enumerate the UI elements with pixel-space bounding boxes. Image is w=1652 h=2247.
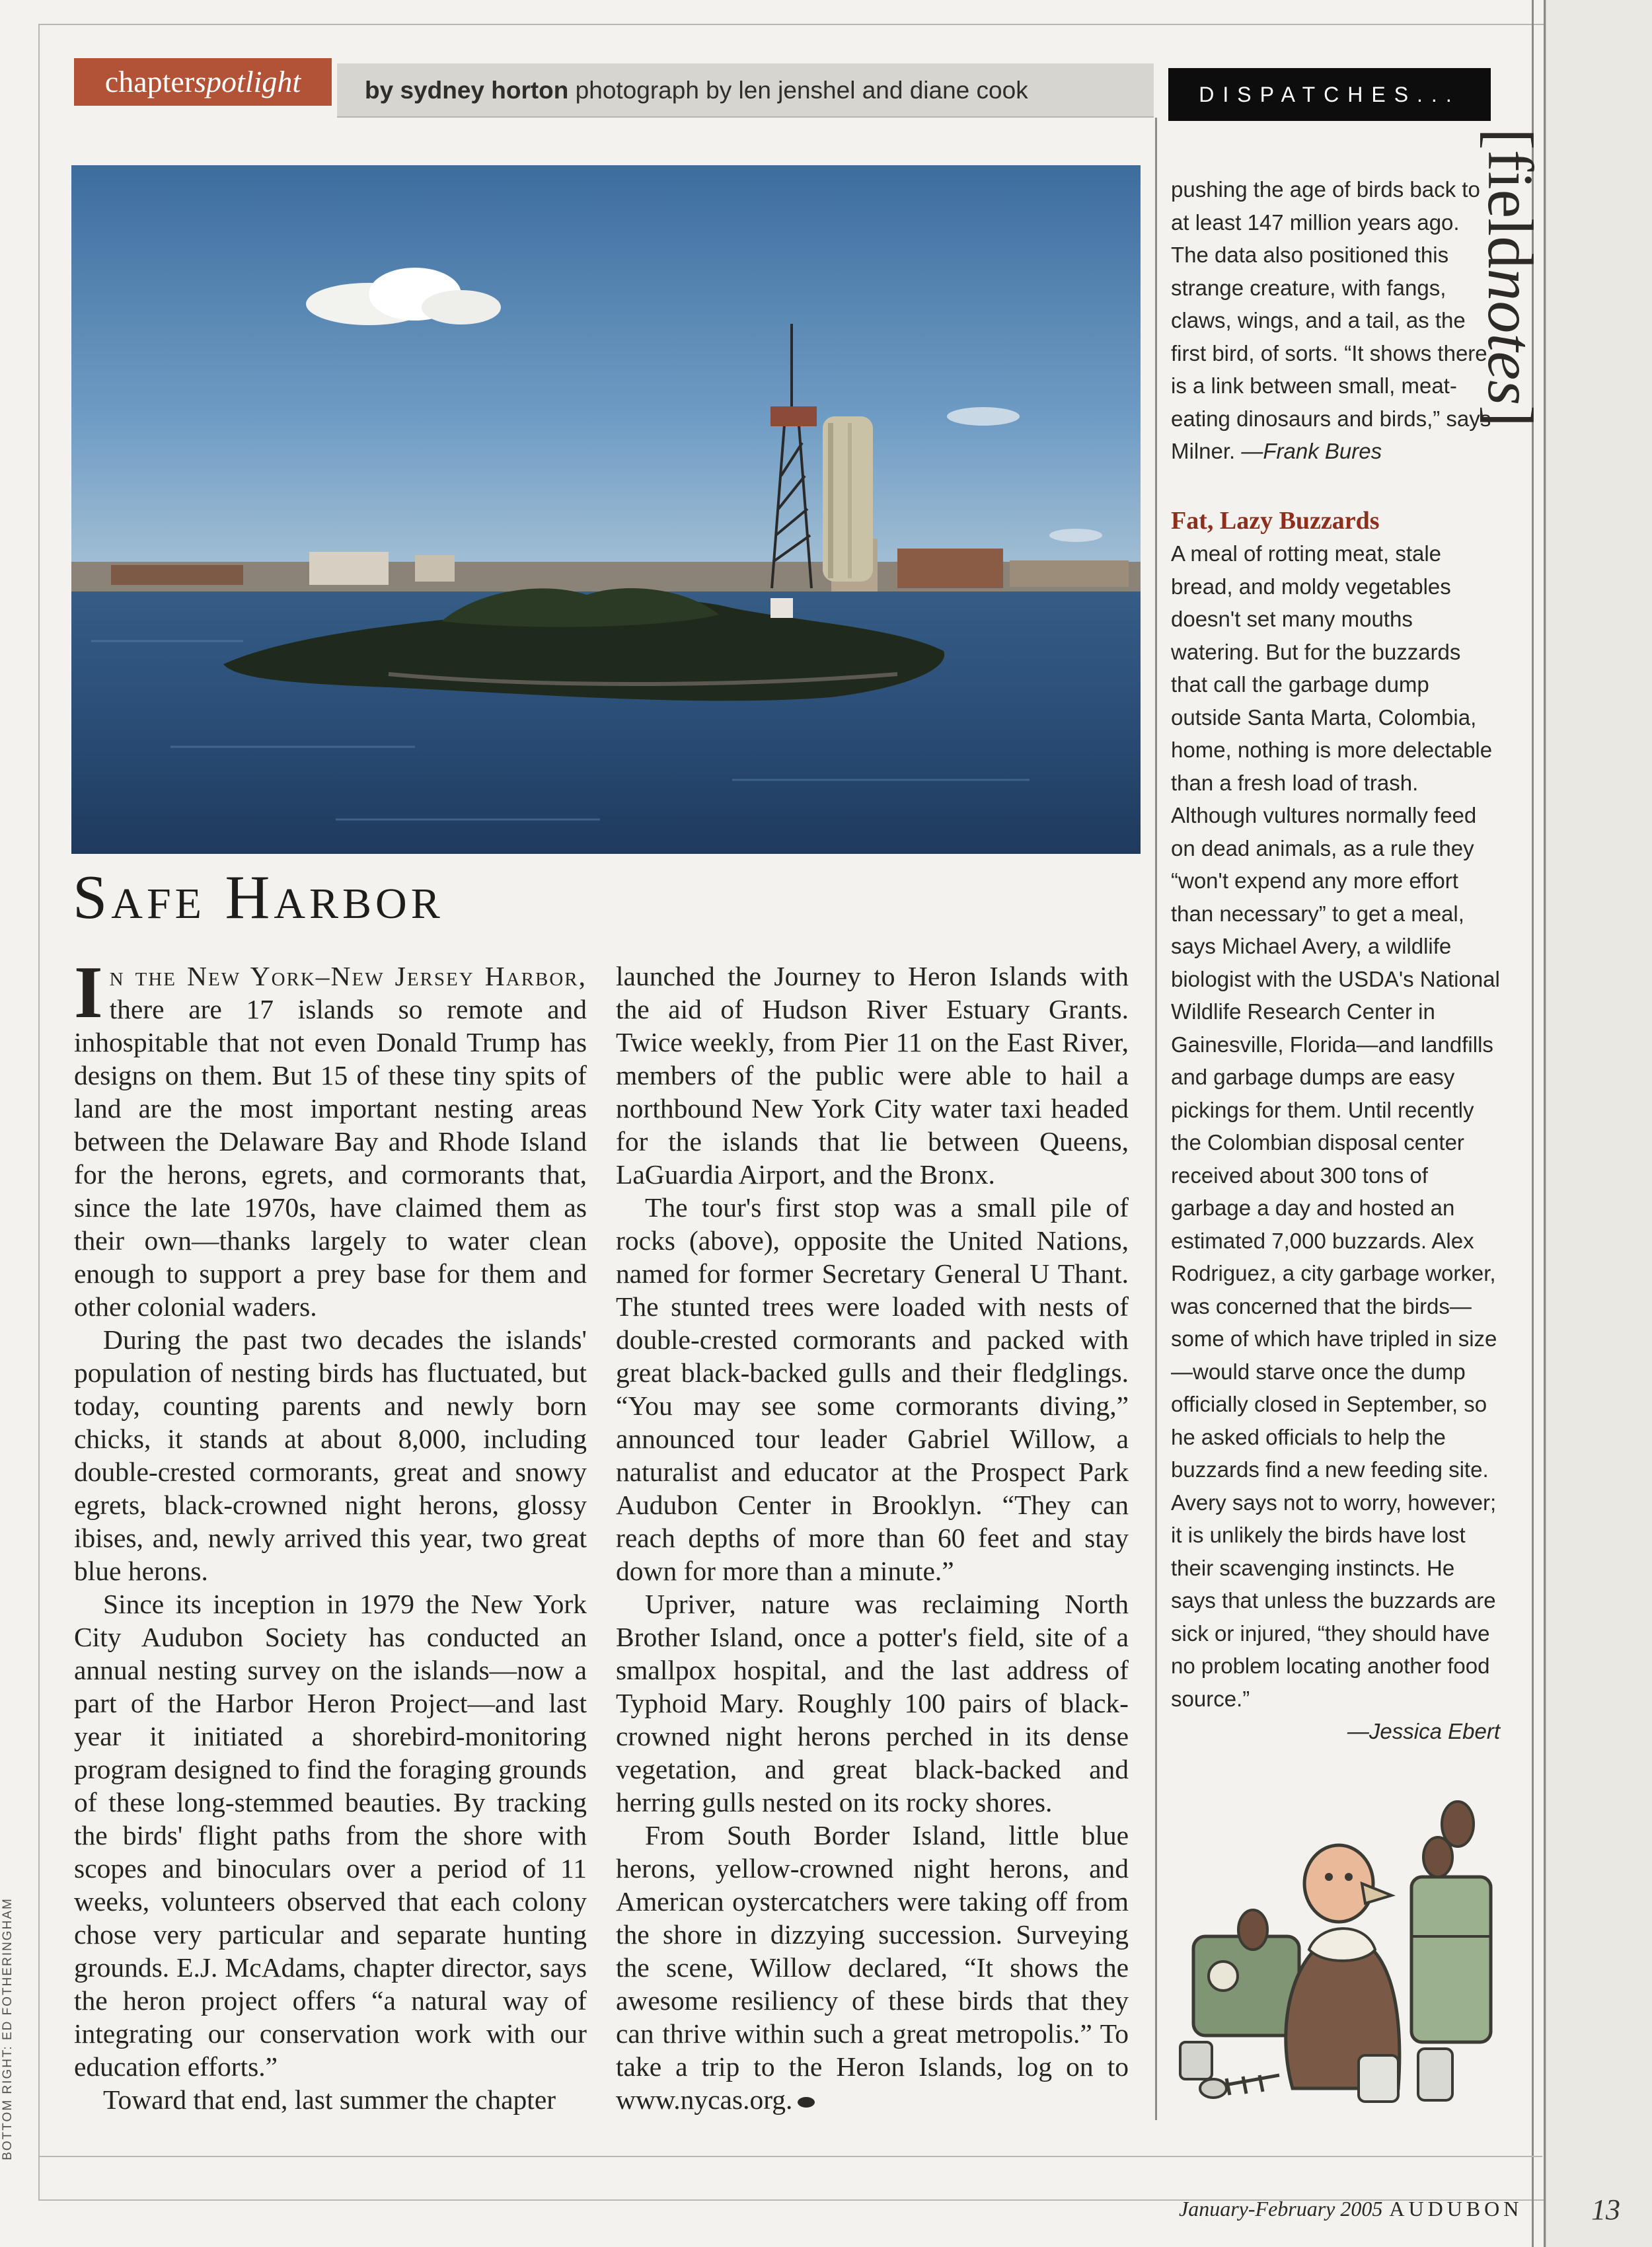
dispatches-banner: DISPATCHES... bbox=[1168, 68, 1491, 121]
dispatch-item-1 bbox=[1171, 173, 1500, 468]
paragraph-5: The tour's first stop was a small pile of rocks (above), opposite the United Nations, named for former Secretary General U Thant. The stunted trees were loaded with nests of double-crested cormorants and packed with great black-backed gulls and their fledglings. “You may see some cormorants diving,” announced tour leader Gabriel Willow, a naturalist and educator at the Prospect Park Audubon Center in Brooklyn. “They can reach depths of more than 60 feet and stay down for more than a minute.” bbox=[616, 1192, 1129, 1586]
column-divider bbox=[1155, 118, 1157, 2120]
open-bracket: [ bbox=[1474, 128, 1546, 150]
page-edge-strip bbox=[1545, 0, 1652, 2247]
chapter-word: chapter bbox=[104, 65, 195, 98]
byline-photo-credit: photograph by len jenshel and diane cook bbox=[575, 77, 1028, 104]
footer-issue bbox=[1179, 2197, 1522, 2221]
paragraph-6: Upriver, nature was reclaiming North Brother Island, once a potter's field, site of a smallpox hospital, and the last address of Typhoid Mary. Roughly 100 pairs of black-crowned night herons perched in its dense vegetation, and great black-backed and herring gulls nested on its rocky shores. bbox=[616, 1589, 1129, 1817]
dispatch-item-2-body: A meal of rotting meat, stale bread, and moldy vegetables doesn't set many mouths watering. But for the buzzards that call the garbage dump outside Santa Marta, Colombia, home, nothing is more delectable than a fresh load of trash. Although vultures normally feed on dead animals, as a rule they “won't expend any more effort than necessary” to get a meal, says Michael Avery, a wildlife biologist with the USDA's National Wildlife Research Center in Gainesville, Florida—and landfills and garbage dumps are easy pickings for them. Until recently the Colombian disposal center received about 300 tons of garbage a day and hosted an estimated 7,000 buzzards. Alex Rodriguez, a city garbage worker, was concerned that the birds—some of which have tripled in size—would starve once the dump officially closed in September, so he asked officials to help the buzzards find a new feeding site. Avery says not to worry, however; it is unlikely the birds have lost their scavenging instincts. He says that unless the buzzards are sick or injured, “they should have no problem locating another food source.” bbox=[1171, 541, 1500, 1711]
byline-bar bbox=[337, 63, 1154, 118]
paragraph-2: During the past two decades the islands' population of nesting birds has fluctuated, but today, counting parents and newly born chicks, it stands at about 8,000, including double-crested cormorants, great and snowy egrets, black-crowned night herons, glossy ibises, and, newly arrived this year, two great blue herons. bbox=[74, 1324, 587, 1586]
harbor-photo bbox=[71, 165, 1141, 854]
magazine-name: AUDUBON bbox=[1389, 2197, 1523, 2221]
spotlight-word: spotlight bbox=[194, 65, 301, 98]
notes-word: notes bbox=[1474, 268, 1546, 406]
end-of-article-icon bbox=[798, 2097, 815, 2108]
paragraph-4-start: Toward that end, last summer the chapter bbox=[103, 2084, 556, 2115]
buzzard-cartoon-illustration bbox=[1167, 1778, 1511, 2121]
illustration-credit: BOTTOM RIGHT: ED FOTHERINGHAM bbox=[1, 1897, 15, 2160]
paragraph-4-continued: launched the Journey to Heron Islands with the aid of Hudson River Estuary Grants. Twice weekly, from Pier 11 on the East River, members of the public were able to hail a northbound New York City water taxi headed for the islands that lie between Queens, LaGuardia Airport, and the Bronx. bbox=[616, 961, 1129, 1190]
byline-author: by sydney horton bbox=[365, 77, 569, 104]
paragraph-1 bbox=[74, 952, 587, 1323]
paragraph-7-text: From South Border Island, little blue herons, yellow-crowned night herons, and American oystercatchers were taking off from the shore in dizzying succession. Surveying the scene, Willow declared, “It shows the awesome resiliency of these birds that they can thrive within such a great metropolis.” To take a trip to the Heron Islands, log on to www.nycas.org. bbox=[616, 1820, 1129, 2115]
dispatch-item-2 bbox=[1171, 504, 1500, 1748]
footer-rule bbox=[38, 2156, 1542, 2157]
dispatch-item-1-credit: —Frank Bures bbox=[1241, 439, 1382, 463]
article-column-1 bbox=[74, 952, 587, 2116]
lead-in: n the New York–New Jersey Harbor, bbox=[109, 961, 587, 991]
paragraph-3: Since its inception in 1979 the New York City Audubon Society has conducted an annual nesting survey on the islands—now a part of the Harbor Heron Project—and last year it initiated a shorebird-monitoring program designed to find the foraging grounds of these long-stemmed beauties. By tracking the birds' flight paths from the shore with scopes and binoculars over a period of 11 weeks, volunteers observed that each colony chose very particular and separate hunting grounds. E.J. McAdams, chapter director, says the heron project offers “a natural way of integrating our conservation work with our education efforts.” bbox=[74, 1589, 587, 2082]
page-number: 13 bbox=[1591, 2193, 1620, 2226]
dispatch-item-2-credit: —Jessica Ebert bbox=[1347, 1719, 1500, 1743]
close-bracket: ] bbox=[1474, 405, 1546, 427]
dispatch-item-1-body: pushing the age of birds back to at least 147 million years ago. The data also positioned this strange creature, with fangs, claws, wings, and a tail, as the first bird, of sorts. “It shows there is a link between small, meat-eating dinosaurs and birds,” says Milner. bbox=[1171, 177, 1491, 463]
article-title: Safe Harbor bbox=[73, 863, 444, 932]
paragraph-7 bbox=[616, 1819, 1129, 2116]
issue-date: January-February 2005 bbox=[1179, 2197, 1383, 2221]
paragraph-1-text: there are 17 islands so remote and inhospitable that not even Donald Trump has designs on them. But 15 of these tiny spits of land are the most important nesting areas between the Delaware Bay and Rhode Island for the herons, egrets, and cormorants that, since the late 1970s, have claimed them as their own—thanks largely to water clean enough to support a prey base for them and other colonial waders. bbox=[74, 994, 587, 1322]
field-word: field bbox=[1474, 149, 1546, 269]
article-column-2 bbox=[616, 960, 1129, 2116]
dispatch-item-2-title: Fat, Lazy Buzzards bbox=[1171, 507, 1380, 535]
chapter-spotlight-tag bbox=[74, 58, 332, 106]
dispatch-item-1-text bbox=[1171, 173, 1500, 468]
drop-cap: I bbox=[74, 952, 103, 1034]
